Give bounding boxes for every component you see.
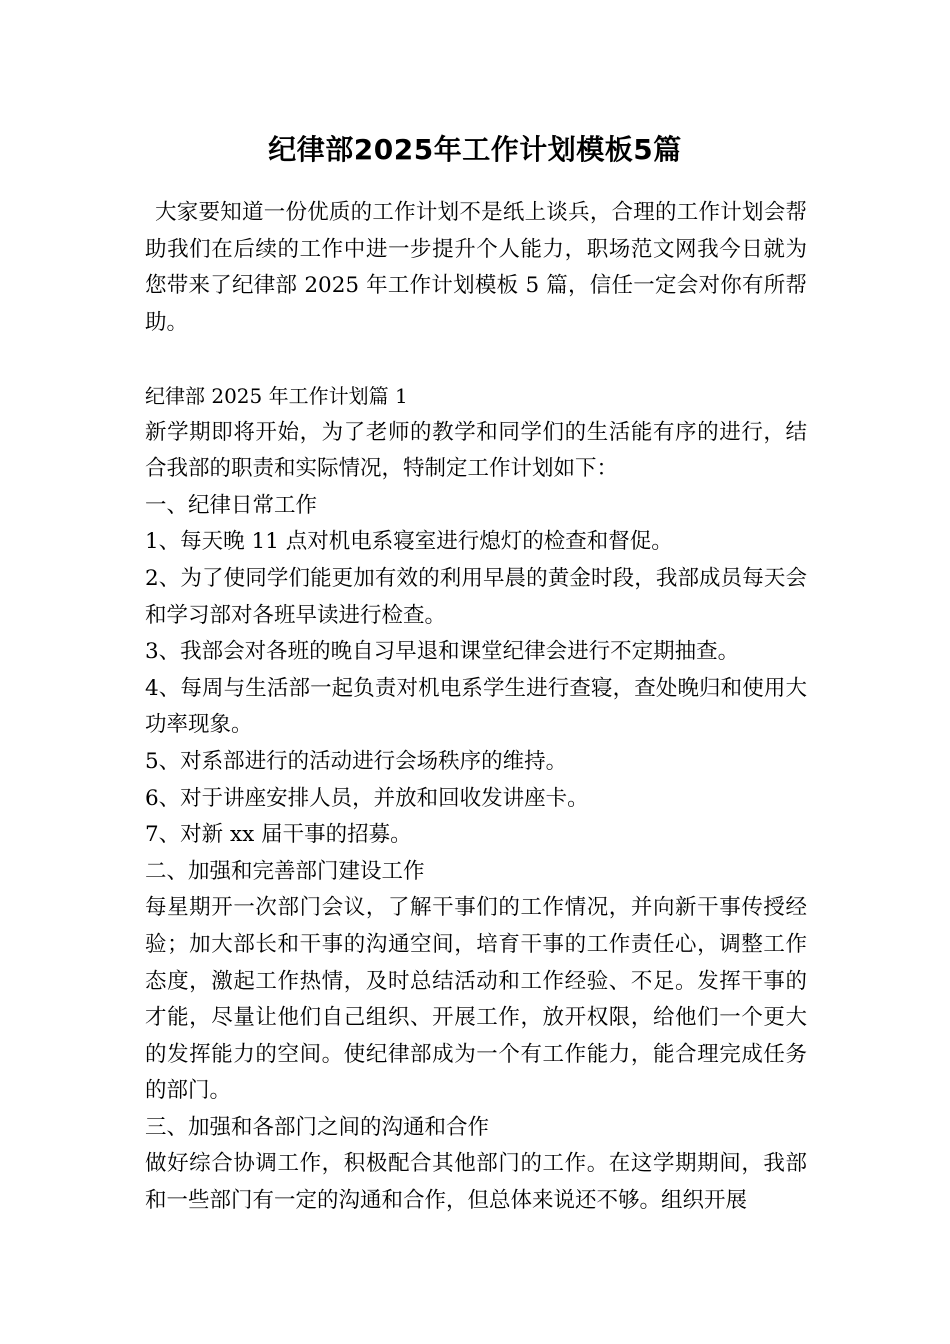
body-paragraph: 每星期开一次部门会议，了解干事们的工作情况，并向新干事传授经验；加大部长和干事的沟通空间，培育干事的工作责任心，调整工作态度，激起工作热情，及时总结活动和工作经验、不足。发挥干事的才能，尽量让他们自己组织、开展工作，放开权限，给他们一个更大的发挥能力的空间。使纪律部成为一个有工作能力，能合理完成任务的部门。 [145,895,807,1104]
document-title: 纪律部2025年工作计划模板5篇 [268,133,682,166]
section-heading-department-building: 二、加强和完善部门建设工作 [145,858,425,884]
list-item: 1、每天晚 11 点对机电系寝室进行熄灯的检查和督促。 [145,529,673,555]
body-paragraph: 做好综合协调工作，积极配合其他部门的工作。在这学期期间，我部和一些部门有一定的沟通和合作，但总体来说还不够。组织开展 [145,1151,807,1214]
section-heading-plan-1: 纪律部 2025 年工作计划篇 1 [145,384,408,408]
list-item: 7、对新 xx 届干事的招募。 [145,822,412,848]
list-item: 5、对系部进行的活动进行会场秩序的维持。 [145,748,568,774]
body-paragraph: 新学期即将开始，为了老师的教学和同学们的生活能有序的进行，结合我部的职责和实际情况，特制定工作计划如下： [145,419,807,482]
list-item: 6、对于讲座安排人员，并放和回收发讲座卡。 [145,785,589,811]
section-heading-cooperation: 三、加强和各部门之间的沟通和合作 [145,1114,490,1140]
section-heading-daily-work: 一、纪律日常工作 [145,492,318,518]
list-item: 4、每周与生活部一起负责对机电系学生进行查寝，查处晚归和使用大功率现象。 [145,675,807,738]
list-item: 3、我部会对各班的晚自习早退和课堂纪律会进行不定期抽查。 [145,639,740,665]
list-item: 2、为了使同学们能更加有效的利用早晨的黄金时段，我部成员每天会和学习部对各班早读进行检查。 [145,565,807,628]
intro-paragraph: 大家要知道一份优质的工作计划不是纸上谈兵，合理的工作计划会帮助我们在后续的工作中进一步提升个人能力，职场范文网我今日就为您带来了纪律部 2025 年工作计划模板 5 篇，信任一定会对你有所帮助。 [145,200,807,335]
document-body [145,378,807,1220]
